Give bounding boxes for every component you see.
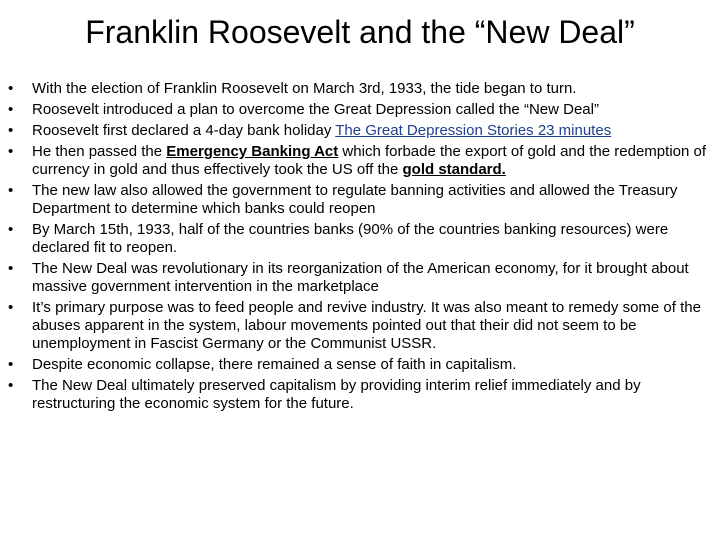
great-depression-stories-link[interactable]: The Great Depression Stories 23 minutes: [335, 122, 612, 139]
bullet-text: With the election of Franklin Roosevelt on March 3rd, 1933, the tide began to turn.: [32, 80, 577, 97]
bullet-text: The New Deal ultimately preserved capitalism by providing interim relief immediately and by restructuring the economic system for the future.: [32, 377, 641, 412]
bullet-item-5: [4, 182, 716, 218]
bullet-item-1: [4, 80, 716, 98]
bullet-text: It’s primary purpose was to feed people and revive industry. It was also meant to remedy some of the abuses apparent in the system, labour movements pointed out that their did not seem to be unemployment in Fascist Germany or the Communist USSR.: [32, 299, 701, 352]
bullet-item-9: [4, 356, 716, 374]
bullet-item-6: [4, 221, 716, 257]
bullet-item-2: [4, 101, 716, 119]
gold-standard-link[interactable]: gold standard.: [402, 161, 506, 178]
bullet-text: The new law also allowed the government to regulate banning activities and allowed the Treasury Department to determine which banks could reopen: [32, 182, 678, 217]
bullet-text: Roosevelt first declared a 4-day bank holiday: [32, 122, 336, 139]
emergency-banking-act-link[interactable]: Emergency Banking Act: [166, 143, 339, 160]
bullet-text: He then passed the: [32, 143, 167, 160]
bullet-item-7: [4, 260, 716, 296]
bullet-item-8: [4, 299, 716, 353]
bullet-text: The New Deal was revolutionary in its reorganization of the American economy, for it brought about massive government intervention in the marketplace: [32, 260, 689, 295]
bullet-text: By March 15th, 1933, half of the countries banks (90% of the countries banking resources) were declared fit to reopen.: [32, 221, 669, 256]
bullet-text: which forbade the export of gold and the redemption of currency in gold and thus effectively took the US off the: [32, 143, 707, 178]
bullet-text: Despite economic collapse, there remained a sense of faith in capitalism.: [32, 356, 517, 373]
slide-title: Franklin Roosevelt and the “New Deal”: [85, 14, 635, 50]
bullet-text: Roosevelt introduced a plan to overcome the Great Depression called the “New Deal”: [32, 101, 599, 118]
bullet-list: [4, 80, 716, 416]
bullet-item-4: [4, 143, 716, 179]
bullet-item-3: [4, 122, 716, 140]
bullet-item-10: [4, 377, 716, 413]
